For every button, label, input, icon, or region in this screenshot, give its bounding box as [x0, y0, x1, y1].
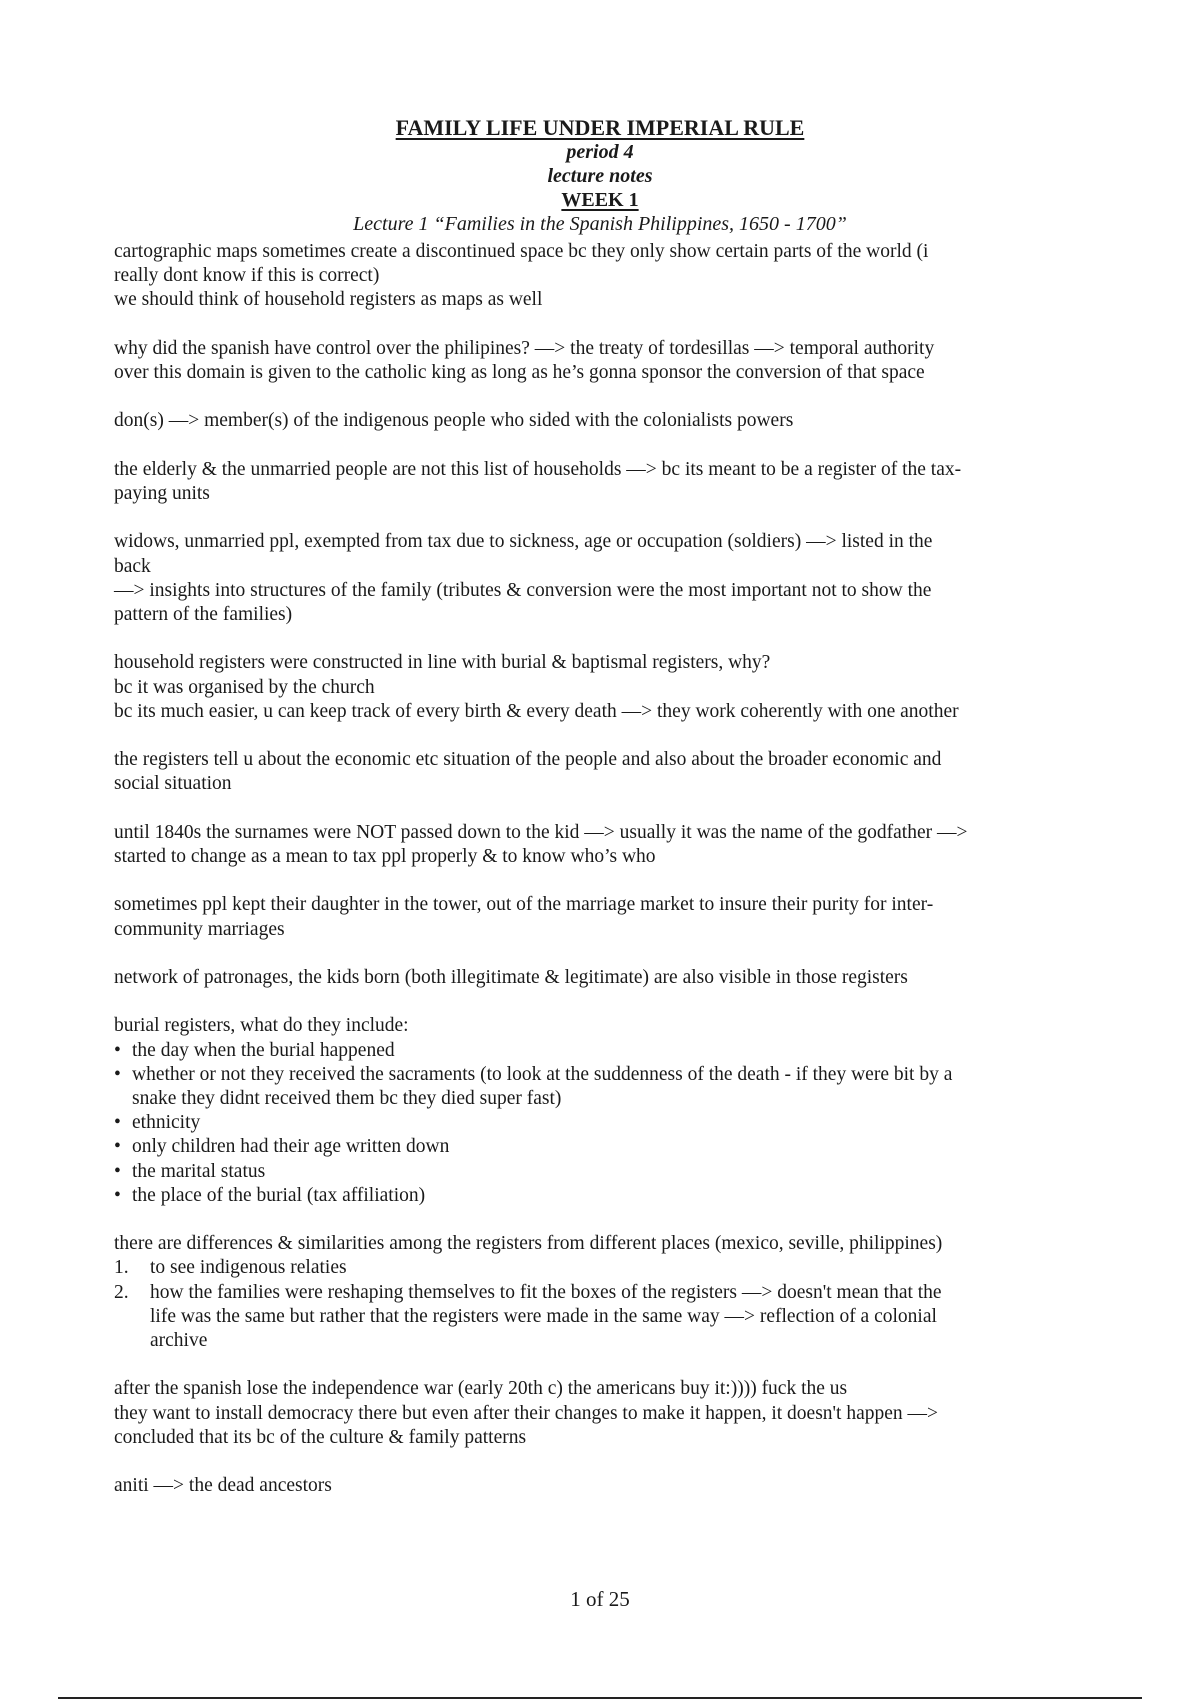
paragraph-gap — [114, 1450, 1094, 1474]
paragraph-maps — [114, 240, 1094, 313]
text-line: there are differences & similarities among the registers from different places (mexico, seville, philippines) — [114, 1233, 943, 1255]
paragraph-dons — [114, 409, 1094, 433]
paragraph-gap — [114, 506, 1094, 530]
text-line: ethnicity — [132, 1112, 201, 1134]
notes-body — [114, 240, 1094, 1498]
paragraph-household-registers — [114, 651, 1094, 724]
text-line: community marriages — [114, 918, 285, 940]
text-line: until 1840s the surnames were NOT passed down to the kid —> usually it was the name of the godfather —> — [114, 821, 968, 843]
paragraph-gap — [114, 1353, 1094, 1377]
text-line: life was the same but rather that the registers were made in the same way —> reflection of a colonial — [150, 1305, 937, 1327]
list-item — [114, 1184, 1094, 1208]
paragraph-aniti — [114, 1474, 1094, 1498]
bullet-marker: • — [114, 1160, 121, 1182]
text-line: the registers tell u about the economic etc situation of the people and also about the broader economic and — [114, 749, 942, 771]
bullet-marker: • — [114, 1184, 121, 1206]
text-line: why did the spanish have control over the philipines? —> the treaty of tordesillas —> temporal authority — [114, 337, 935, 359]
paragraph-daughters — [114, 893, 1094, 941]
text-line: we should think of household registers as maps as well — [114, 289, 543, 311]
number-marker: 1. — [114, 1257, 129, 1279]
paragraph-spanish-control — [114, 337, 1094, 385]
text-line: archive — [150, 1329, 208, 1351]
paragraph-gap — [114, 990, 1094, 1014]
list-item — [114, 1256, 1094, 1280]
text-line: the elderly & the unmarried people are not this list of households —> bc its meant to be a register of the tax- — [114, 458, 962, 480]
list-item — [114, 1111, 1094, 1135]
text-line: burial registers, what do they include: — [114, 1015, 409, 1037]
number-marker: 2. — [114, 1281, 129, 1303]
text-line: snake they didnt received them bc they died super fast) — [132, 1087, 562, 1109]
text-line: concluded that its bc of the culture & family patterns — [114, 1426, 527, 1448]
list-item — [114, 1039, 1094, 1063]
text-line: —> insights into structures of the family (tributes & conversion were the most important not to show the — [114, 579, 932, 601]
text-line: started to change as a mean to tax ppl properly & to know who’s who — [114, 845, 656, 867]
text-line: the place of the burial (tax affiliation) — [132, 1184, 426, 1206]
paragraph-burial-registers — [114, 1014, 1094, 1208]
page-bottom-divider — [58, 1697, 1142, 1699]
paragraph-patronages — [114, 966, 1094, 990]
paragraph-surnames — [114, 821, 1094, 869]
text-line: paying units — [114, 482, 210, 504]
paragraph-differences — [114, 1232, 1094, 1353]
week-heading: WEEK 1 — [561, 189, 639, 211]
text-line: to see indigenous relaties — [150, 1257, 347, 1279]
text-line: pattern of the families) — [114, 603, 293, 625]
paragraph-gap — [114, 627, 1094, 651]
lecture-title: Lecture 1 “Families in the Spanish Philippines, 1650 - 1700” — [353, 213, 847, 235]
period-label: period 4 — [566, 141, 634, 163]
text-line: only children had their age written down — [132, 1136, 450, 1158]
paragraph-widows — [114, 530, 1094, 627]
bullet-marker: • — [114, 1063, 121, 1085]
bullet-marker: • — [114, 1136, 121, 1158]
text-line: widows, unmarried ppl, exempted from tax due to sickness, age or occupation (soldiers) —> listed in the — [114, 531, 933, 553]
lecture-notes-label: lecture notes — [547, 165, 653, 187]
text-line: whether or not they received the sacraments (to look at the suddenness of the death - if they were bit by a — [132, 1063, 953, 1085]
list-item — [114, 1281, 1094, 1354]
list-item — [114, 1135, 1094, 1159]
paragraph-gap — [114, 1208, 1094, 1232]
paragraph-gap — [114, 724, 1094, 748]
text-line: the marital status — [132, 1160, 266, 1182]
paragraph-gap — [114, 869, 1094, 893]
paragraph-economic-situation — [114, 748, 1094, 796]
paragraph-independence-war — [114, 1377, 1094, 1450]
text-line: household registers were constructed in line with burial & baptismal registers, why? — [114, 652, 771, 674]
text-line: social situation — [114, 773, 232, 795]
paragraph-gap — [114, 434, 1094, 458]
text-line: bc its much easier, u can keep track of every birth & every death —> they work coherently with one another — [114, 700, 959, 722]
paragraph-gap — [114, 313, 1094, 337]
bullet-list — [114, 1039, 1094, 1208]
document-title: FAMILY LIFE UNDER IMPERIAL RULE — [395, 115, 805, 140]
bullet-marker: • — [114, 1039, 121, 1061]
text-line: really dont know if this is correct) — [114, 265, 380, 287]
text-line: bc it was organised by the church — [114, 676, 375, 698]
document-header — [0, 116, 1200, 236]
text-line: cartographic maps sometimes create a discontinued space bc they only show certain parts of the world (i — [114, 241, 929, 262]
list-item — [114, 1063, 1094, 1111]
bullet-marker: • — [114, 1112, 121, 1134]
paragraph-gap — [114, 797, 1094, 821]
list-item — [114, 1160, 1094, 1184]
page-number: 1 of 25 — [570, 1587, 630, 1611]
text-line: don(s) —> member(s) of the indigenous people who sided with the colonialists powers — [114, 410, 794, 432]
paragraph-elderly — [114, 458, 1094, 506]
text-line: how the families were reshaping themselves to fit the boxes of the registers —> doesn't mean that the — [150, 1281, 942, 1303]
text-line: after the spanish lose the independence war (early 20th c) the americans buy it:)))) fuck the us — [114, 1378, 848, 1400]
paragraph-gap — [114, 385, 1094, 409]
text-line: the day when the burial happened — [132, 1039, 395, 1061]
paragraph-gap — [114, 942, 1094, 966]
numbered-list — [114, 1256, 1094, 1353]
text-line: over this domain is given to the catholic king as long as he’s gonna sponsor the conversion of that space — [114, 362, 925, 383]
text-line: back — [114, 555, 151, 577]
text-line: they want to install democracy there but even after their changes to make it happen, it doesn't happen —> — [114, 1402, 939, 1424]
text-line: sometimes ppl kept their daughter in the tower, out of the marriage market to insure their purity for inter- — [114, 894, 934, 916]
text-line: network of patronages, the kids born (both illegitimate & legitimate) are also visible in those registers — [114, 966, 908, 988]
text-line: aniti —> the dead ancestors — [114, 1475, 332, 1497]
